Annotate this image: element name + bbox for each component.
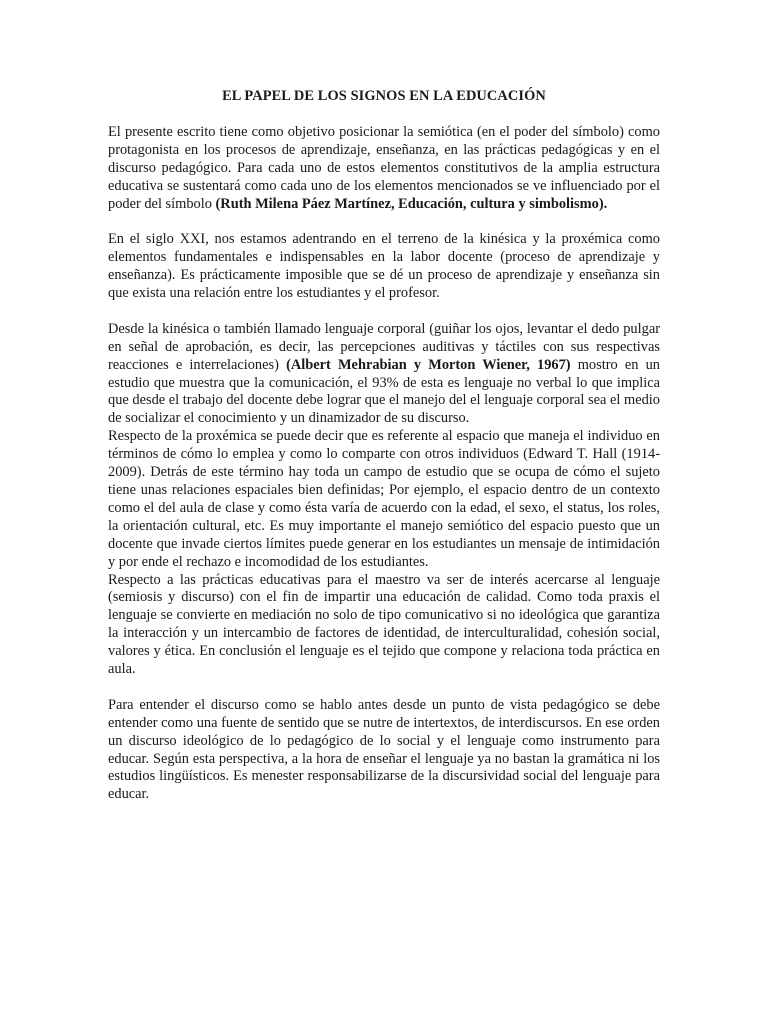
paragraph-intro-text: El presente escrito tiene como objetivo posicionar la semiótica (en el poder del símbolo) como protagonista en los procesos de aprendizaje, enseñanza, en las prácticas pedagógicas y en el discurso pedagógico. Para cada uno de estos elementos constitutivos de la amplia estructura educativa se sustentará como cada uno de los elementos mencionados se ve influenciado por el poder del símbolo bbox=[108, 123, 660, 212]
paragraph-kinesica-text-b: mostro en un estudio que muestra que la comunicación, el 93% de esta es lenguaje no verbal lo que implica que desde el trabajo del docente debe lograr que el manejo del el lenguaje corporal sea el medio de socializar el conocimiento y un dinamizador de su discurso. bbox=[108, 356, 660, 427]
paragraph-kinesica bbox=[108, 321, 660, 428]
paragraph-kinesica-text-a: Desde la kinésica o también llamado lenguaje corporal (guiñar los ojos, levantar el dedo pulgar en señal de aprobación, es decir, las percepciones auditivas y táctiles con sus respectivas reacciones e interrelaciones) bbox=[108, 320, 660, 373]
document-page bbox=[108, 88, 660, 804]
paragraph-practicas: Respecto a las prácticas educativas para el maestro va ser de interés acercarse al lenguaje (semiosis y discurso) con el fin de impartir una educación de calidad. Como toda praxis el lenguaje se convierte en mediación no solo de tipo comunicativo si no ideológica que garantiza la interacción y un intercambio de factores de identidad, de interculturalidad, cohesión social, valores y ética. En conclusión el lenguaje es el tejido que compone y relaciona toda práctica en aula. bbox=[108, 571, 660, 678]
paragraph-discurso: Para entender el discurso como se hablo antes desde un punto de vista pedagógico se debe entender como una fuente de sentido que se nutre de intertextos, de interdiscursos. En ese orden un discurso ideológico de lo pedagógico de lo social y el lenguaje como instrumento para educar. Según esta perspectiva, a la hora de enseñar el lenguaje ya no bastan la gramática ni los estudios lingüísticos. Es menester responsabilizarse de la discursividad social del lenguaje para educar. bbox=[108, 696, 660, 803]
document-title: EL PAPEL DE LOS SIGNOS EN LA EDUCACIÓN bbox=[222, 88, 546, 104]
citation-paez: (Ruth Milena Páez Martínez, Educación, cultura y simbolismo). bbox=[215, 195, 608, 212]
paragraph-intro bbox=[108, 124, 660, 214]
paragraph-proxemica: Respecto de la proxémica se puede decir que es referente al espacio que maneja el individuo en términos de cómo lo emplea y como lo comparte con otros individuos (Edward T. Hall (1914-2009). Detrás de este término hay toda un campo de estudio que se ocupa de cómo el sujeto tiene unas relaciones espaciales bien definidas; Por ejemplo, el espacio dentro de un contexto como el del aula de clase y como ésta varía de acuerdo con la edad, el sexo, el status, los roles, la orientación cultural, etc. Es muy importante el manejo semiótico del espacio puesto que un docente que invade ciertos límites puede generar en los estudiantes un mensaje de intimidación y por ende el rechazo e incomodidad de los estudiantes. bbox=[108, 428, 660, 570]
citation-mehrabian: (Albert Mehrabian y Morton Wiener, 1967) bbox=[286, 356, 571, 373]
paragraph-siglo-xxi: En el siglo XXI, nos estamos adentrando en el terreno de la kinésica y la proxémica como elementos fundamentales e indispensables en la labor docente (proceso de aprendizaje y enseñanza). Es prácticamente imposible que se dé un proceso de aprendizaje y enseñanza sin que exista una relación entre los estudiantes y el profesor. bbox=[108, 231, 660, 302]
